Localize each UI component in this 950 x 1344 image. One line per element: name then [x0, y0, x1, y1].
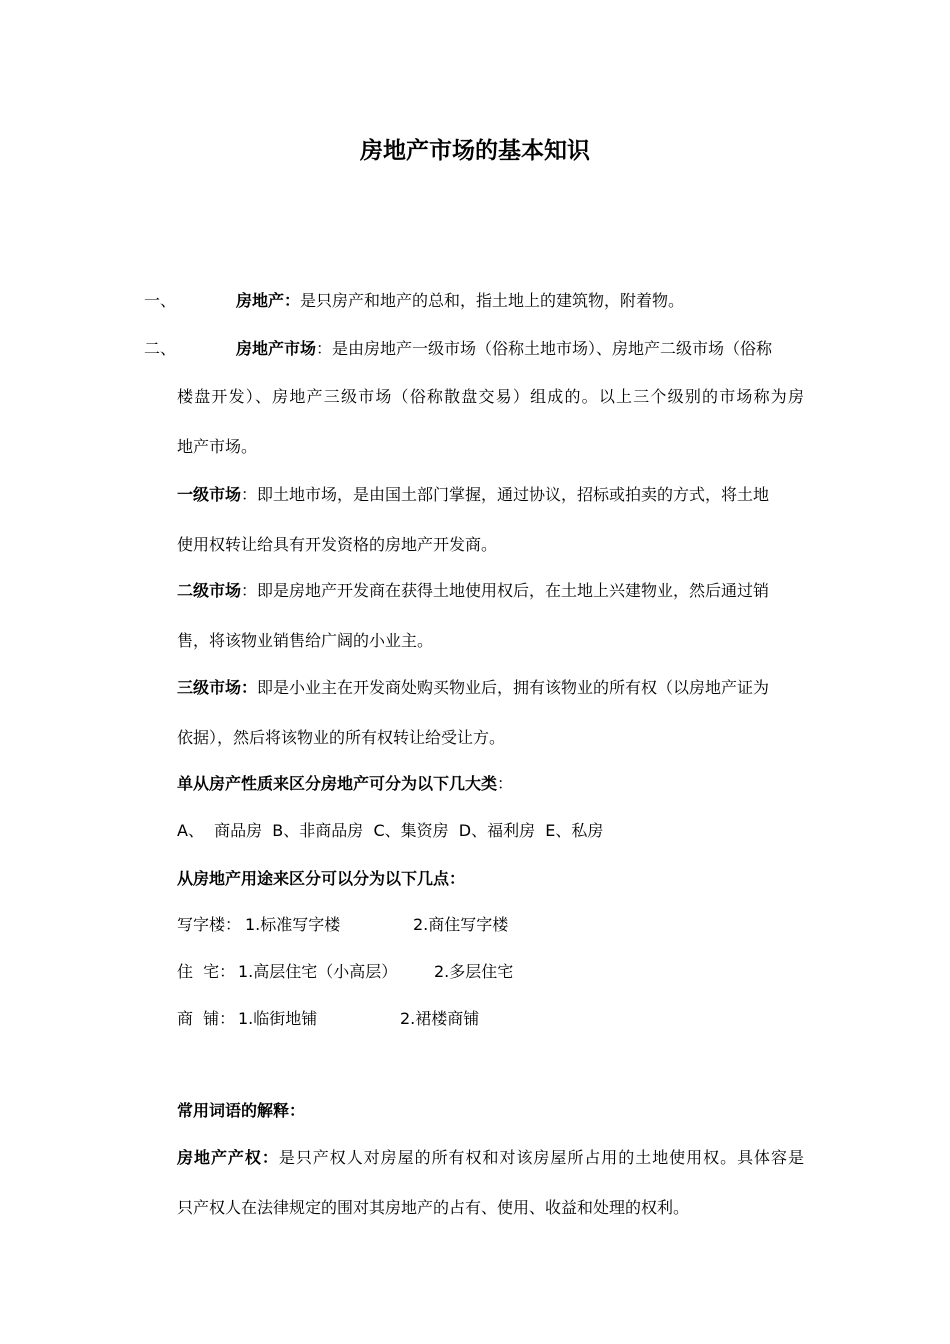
section1-number: 一、: [144, 291, 177, 310]
primary-market-term: 一级市场: [177, 485, 242, 504]
by-nature-items: A、 商品房 B、非商品房 C、集资房 D、福利房 E、私房: [177, 821, 604, 840]
by-nature-heading-line: [177, 773, 513, 795]
secondary-market-term: 二级市场: [177, 581, 242, 600]
shop-type-a: 1.临街地铺: [238, 1009, 318, 1028]
office-type-b: 2.商住写字楼: [413, 915, 509, 934]
by-use-heading: 从房地产用途来区分可以分为以下几点：: [177, 869, 466, 888]
document-title: 房地产市场的基本知识: [360, 138, 590, 164]
residential-type-a: 1.高层住宅（小高层）: [238, 962, 398, 981]
by-nature-colon: ：: [497, 774, 514, 793]
primary-market-line2: 使用权转让给具有开发资格的房地产开发商。: [177, 535, 498, 554]
secondary-market-line1: [177, 580, 769, 602]
property-rights-text1: 是只产权人对房屋的所有权和对该房屋所占用的土地使用权。具体容是: [278, 1148, 804, 1167]
primary-market-line1: [177, 484, 769, 506]
section2-term: 房地产市场: [236, 339, 317, 358]
glossary-heading: 常用词语的解释：: [177, 1101, 306, 1120]
tertiary-market-text1: 即是小业主在开发商处购买物业后，拥有该物业的所有权（以房地产证为: [257, 678, 770, 697]
by-nature-heading: 单从房产性质来区分房地产可分为以下几大类: [177, 774, 498, 793]
primary-market-text1: ：即土地市场，是由国土部门掌握，通过协议，招标或拍卖的方式，将土地: [241, 485, 770, 504]
shop-type-b: 2.裙楼商铺: [400, 1009, 480, 1028]
section1-text: 是只房产和地产的总和，指土地上的建筑物，附着物。: [300, 291, 685, 310]
shop-label: 商 铺：: [177, 1009, 236, 1028]
section2-text-line1: ：是由房地产一级市场（俗称土地市场）、房地产二级市场（俗称: [316, 339, 773, 358]
tertiary-market-line2: 依据），然后将该物业的所有权转让给受让方。: [177, 728, 506, 747]
secondary-market-text1: ：即是房地产开发商在获得土地使用权后，在土地上兴建物业，然后通过销: [241, 581, 770, 600]
property-rights-term: 房地产产权：: [177, 1148, 279, 1167]
section1-term: 房地产：: [236, 291, 301, 310]
section1-paragraph: [236, 290, 684, 312]
section2-text-line3: 地产市场。: [177, 437, 258, 456]
property-rights-line2: 只产权人在法律规定的围对其房地产的占有、使用、收益和处理的权利。: [177, 1198, 690, 1217]
section2-number: 二、: [144, 339, 177, 358]
property-rights-line1: [177, 1147, 804, 1169]
residential-label: 住 宅：: [177, 962, 236, 981]
office-type-a: 1.标准写字楼: [245, 915, 341, 934]
section2-text-line2: 楼盘开发）、房地产三级市场（俗称散盘交易）组成的。以上三个级别的市场称为房: [177, 387, 804, 406]
tertiary-market-line1: [177, 677, 769, 699]
section2-paragraph-line1: [236, 338, 772, 360]
tertiary-market-term: 三级市场：: [177, 678, 258, 697]
office-label: 写字楼：: [177, 915, 242, 934]
secondary-market-line2: 售，将该物业销售给广阔的小业主。: [177, 631, 434, 650]
residential-type-b: 2.多层住宅: [434, 962, 514, 981]
